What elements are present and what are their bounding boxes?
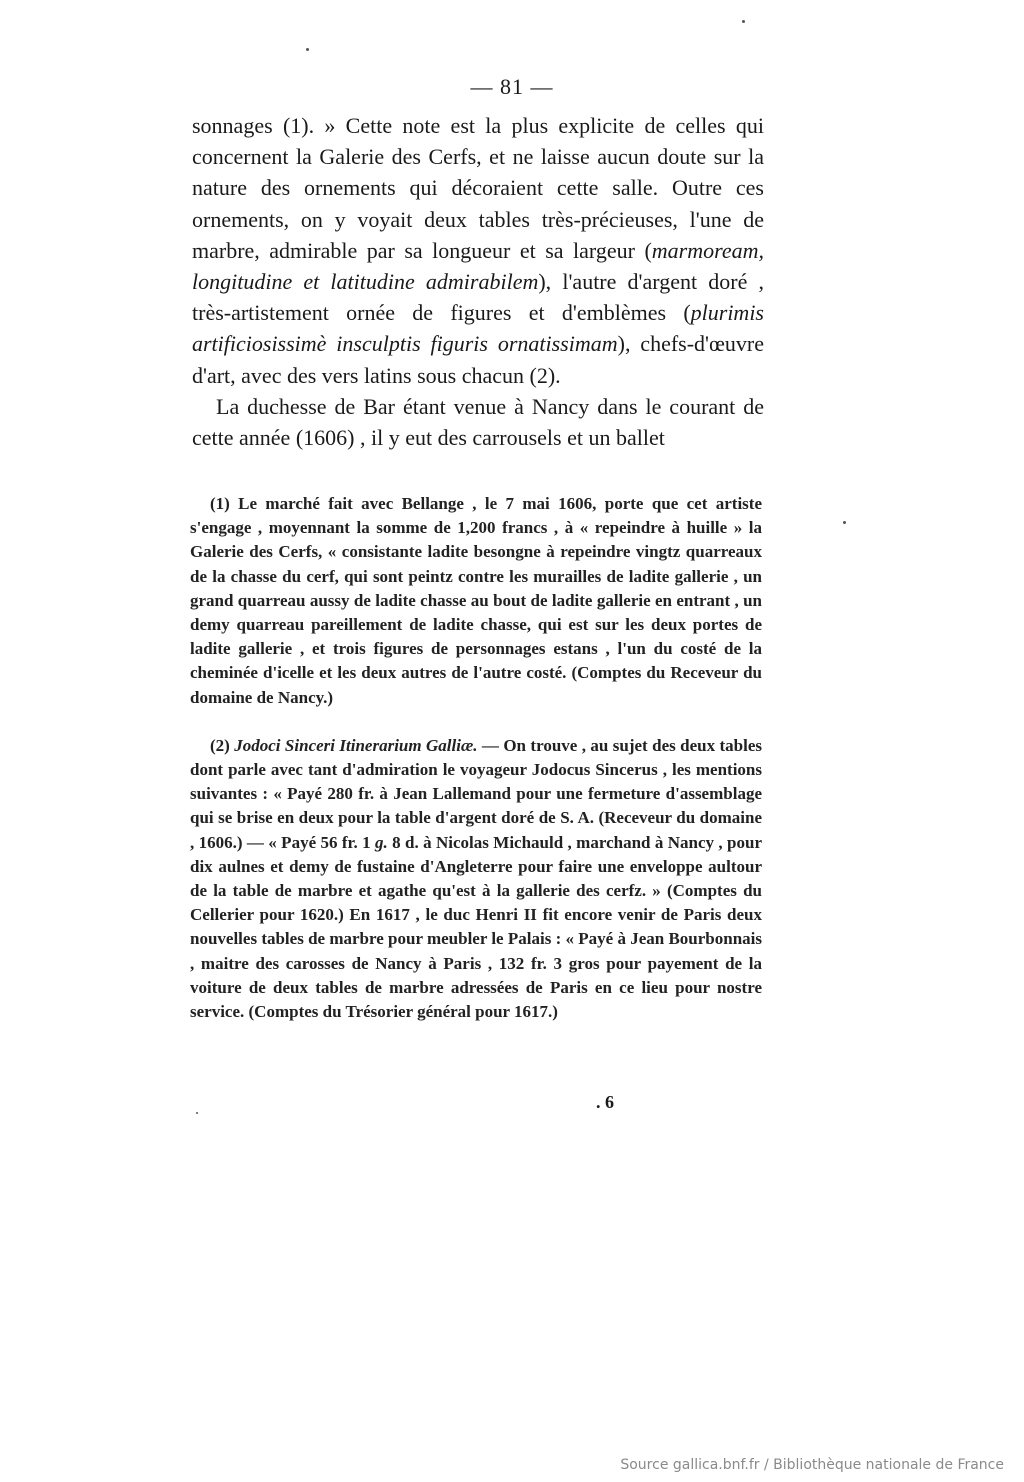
source-credit: Source gallica.bnf.fr / Bibliothèque nationale de France <box>620 1457 1004 1473</box>
fn2-text-b: 8 d. à Nicolas Michauld , marchand à Nancy , pour dix aulnes et demy de fustaine d'Angleterre pour faire une enveloppe aultour de la table de marbre et agathe qu'est à la gallerie des cerfz. » (Comptes du Cellerier pour 1620.) En 1617 , le duc Henri II fit encore venir de Paris deux nouvelles tables de marbre pour meubler le Palais : « Payé à Jean Bourbonnais , maitre des carosses de Nancy à Paris , 132 fr. 3 gros pour payement de la voiture de deux tables de marbre adressées de Paris en ce lieu pour nostre service. (Comptes du Trésorier général pour 1617.) <box>190 832 762 1022</box>
p1-latin-quote-2: plurimis artificiosissimè insculptis figuris ornatissimam <box>192 300 764 357</box>
footnotes <box>190 492 762 1024</box>
paragraph-1 <box>192 110 764 391</box>
p1-text-b: ), l'autre d'argent doré , très-artistement ornée de figures et d'emblèmes ( <box>192 269 765 326</box>
fn2-marker: (2) <box>210 735 235 755</box>
p1-text-a: sonnages (1). » Cette note est la plus explicite de celles qui concernent la Galerie des Cerfs, et ne laisse aucun doute sur la nature des ornements qui décoraient cette salle. Outre ces ornements, on y voyait deux tables très-précieuses, l'une de marbre, admirable par sa longueur et sa largeur ( <box>192 113 764 263</box>
fn2-title: Jodoci Sinceri Itinerarium Galliæ. <box>234 735 478 755</box>
paragraph-2: La duchesse de Bar étant venue à Nancy dans le courant de cette année (1606) , il y eut des carrousels et un ballet <box>192 393 764 451</box>
footnote-2 <box>190 734 762 1024</box>
p1-text-c: ), chefs-d'œuvre d'art, avec des vers latins sous chacun (2). <box>192 331 764 388</box>
footnote-1: (1) Le marché fait avec Bellange , le 7 mai 1606, porte que cet artiste s'engage , moyennant la somme de 1,200 francs , à « repeindre à huille » la Galerie des Cerfs, « consistante ladite besongne à repeindre vingtz quarreaux de la chasse du cerf, qui sont peintz contre les murailles de ladite gallerie , un grand quarreau aussy de ladite chasse au bout de ladite gallerie en entrant , un demy quarreau pareillement de ladite chasse, qui est sur les deux portes de ladite gallerie , et trois figures de personnages estans , l'un du costé de la cheminée d'icelle et les deux autres de l'autre costé. (Comptes du Receveur du domaine de Nancy.) <box>190 494 762 707</box>
fn2-abbrev: g. <box>375 832 388 852</box>
page-number: — 81 — <box>470 74 554 99</box>
speck <box>306 48 309 51</box>
p1-latin-quote-1: marmoream, longitudine et latitudine admirabilem <box>192 237 764 295</box>
main-text <box>192 110 764 453</box>
speck <box>196 1112 198 1114</box>
speck <box>742 20 745 23</box>
fn2-text-a: — On trouve , au sujet des deux tables dont parle avec tant d'admiration le voyageur Jodocus Sincerus , les mentions suivantes : « Payé 280 fr. à Jean Lallemand pour une fermeture d'assemblage qui se brise en deux pour la table d'argent doré de S. A. (Receveur du domaine , 1606.) — « Payé 56 fr. 1 <box>190 735 763 852</box>
signature-mark: . 6 <box>596 1092 614 1112</box>
speck <box>843 521 846 524</box>
